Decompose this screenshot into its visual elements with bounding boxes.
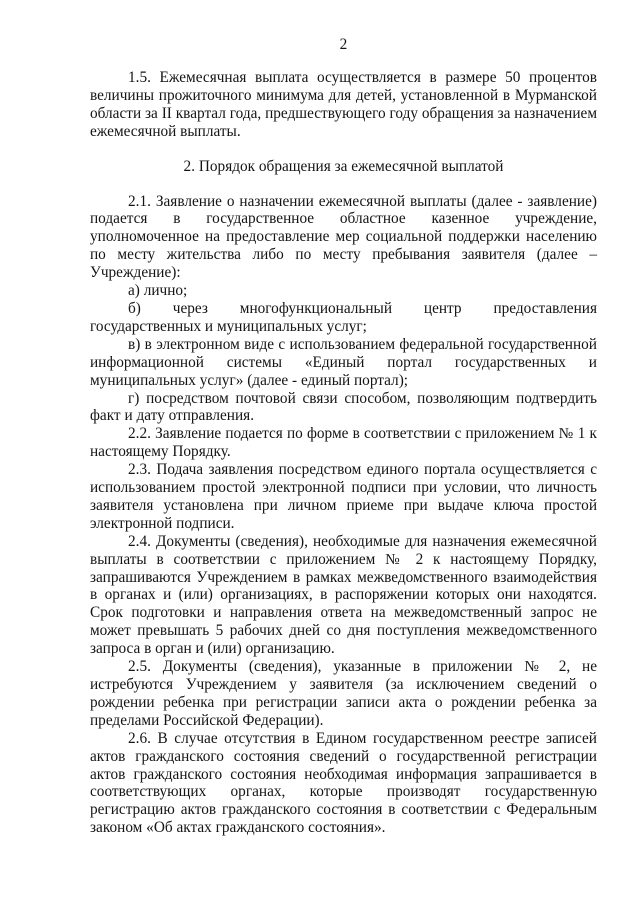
document-body (90, 69, 597, 837)
document-page (90, 0, 597, 905)
list-item-b: б) через многофункциональный центр предоставления государственных и муниципальных услуг; (90, 299, 597, 335)
page-number: 2 (339, 36, 348, 53)
list-item-g: г) посредством почтовой связи способом, позволяющим подтвердить факт и дату отправления. (90, 389, 597, 425)
paragraph-2-5: 2.5. Документы (сведения), указанные в приложении № 2, не истребуются Учреждением у заявителя (за исключением сведений о рождении ребенка при регистрации записи акта о рождении ребенка за пределами Российской Федерации). (90, 658, 597, 729)
section-heading-2: 2. Порядок обращения за ежемесячной выплатой (183, 157, 504, 175)
paragraph-2-1: 2.1. Заявление о назначении ежемесячной выплаты (далее - заявление) подается в государственное областное казенное учреждение, уполномоченное на предоставление мер социальной поддержки населению по месту жительства либо по месту пребывания заявителя (далее – Учреждение): (90, 192, 597, 282)
paragraph-2-4: 2.4. Документы (сведения), необходимые для назначения ежемесячной выплаты в соответствии с приложением № 2 к настоящему Порядку, запрашиваются Учреждением в рамках межведомственного взаимодействия в органах и (или) организациях, в распоряжении которых они находятся. Срок подготовки и направления ответа на межведомственный запрос не может превышать 5 рабочих дней со дня поступления межведомственного запроса в орган и (или) организацию. (90, 532, 597, 658)
paragraph-2-2: 2.2. Заявление подается по форме в соответствии с приложением № 1 к настоящему Порядку. (90, 425, 597, 461)
list-item-v: в) в электронном виде с использованием федеральной государственной информационной системы «Единый портал государственных и муниципальных услуг» (далее - единый портал); (90, 335, 597, 389)
paragraph-2-3: 2.3. Подача заявления посредством единого портала осуществляется с использованием простой электронной подписи при условии, что личность заявителя установлена при личном приеме при выдаче ключа простой электронной подписи. (90, 461, 597, 532)
paragraph-1-5: 1.5. Ежемесячная выплата осуществляется в размере 50 процентов величины прожиточного минимума для детей, установленной в Мурманской области за II квартал года, предшествующего году обращения за назначением ежемесячной выплаты. (90, 69, 597, 140)
paragraph-2-6: 2.6. В случае отсутствия в Едином государственном реестре записей актов гражданского состояния сведений о государственной регистрации актов гражданского состояния необходимая информация запрашивается в соответствующих органах, которые производят государственную регистрацию актов гражданского состояния в соответствии с Федеральным законом «Об актах гражданского состояния». (90, 729, 597, 837)
list-item-a: а) лично; (128, 282, 188, 300)
